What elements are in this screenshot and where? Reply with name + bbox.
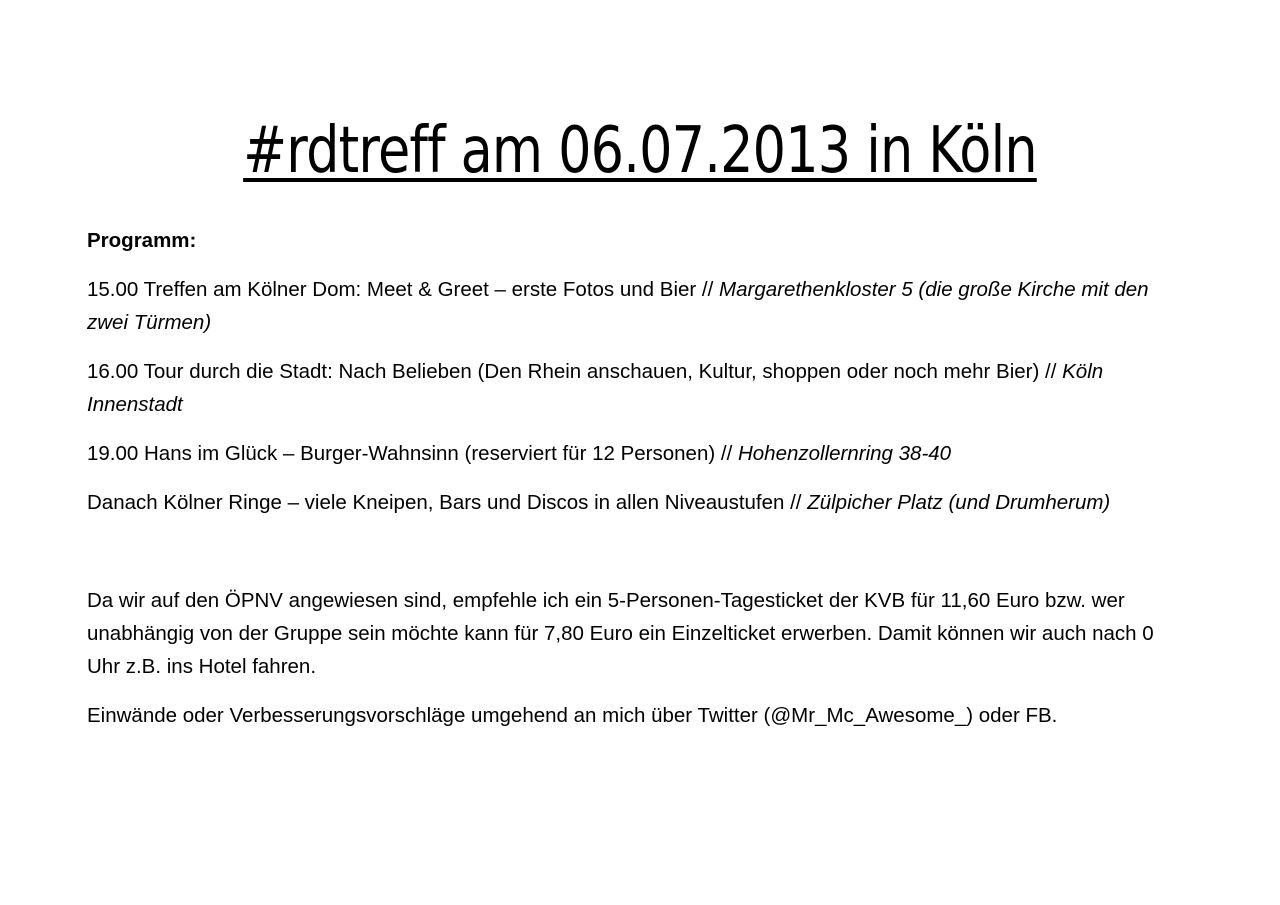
- program-item-location: Hohenzollernring 38-40: [737, 442, 952, 465]
- program-item-text: Danach Kölner Ringe – viele Kneipen, Bars und Discos in allen Niveaustufen //: [87, 491, 808, 514]
- section-spacer: [87, 535, 1187, 584]
- program-item-text: 16.00 Tour durch die Stadt: Nach Belieben (Den Rhein anschauen, Kultur, shoppen oder noch mehr Bier) //: [87, 360, 1063, 383]
- contact-paragraph: Einwände oder Verbesserungsvorschläge umgehend an mich über Twitter (@Mr_Mc_Awesome_) oder FB.: [87, 704, 1058, 727]
- program-heading: Programm:: [87, 229, 197, 252]
- document-body: [87, 224, 1187, 748]
- program-item-location: Köln Innenstadt: [87, 360, 1104, 416]
- program-item: [87, 273, 1187, 339]
- program-item-location: Margarethenkloster 5 (die große Kirche mit den zwei Türmen): [87, 278, 1149, 334]
- program-item-text: 15.00 Treffen am Kölner Dom: Meet & Greet – erste Fotos und Bier //: [87, 278, 720, 301]
- title-container: [0, 112, 1280, 190]
- program-item: [87, 437, 1187, 470]
- document-title: #rdtreff am 06.07.2013 in Köln: [243, 114, 1037, 188]
- program-item: [87, 486, 1187, 519]
- program-item-location: Zülpicher Platz (und Drumherum): [807, 491, 1111, 514]
- program-item: [87, 355, 1187, 421]
- transport-paragraph: Da wir auf den ÖPNV angewiesen sind, empfehle ich ein 5-Personen-Tagesticket der KVB für 11,60 Euro bzw. wer unabhängig von der Gruppe sein möchte kann für 7,80 Euro ein Einzelticket erwerben. Damit können wir auch nach 0 Uhr z.B. ins Hotel fahren.: [87, 589, 1154, 678]
- program-item-text: 19.00 Hans im Glück – Burger-Wahnsinn (reserviert für 12 Personen) //: [87, 442, 738, 465]
